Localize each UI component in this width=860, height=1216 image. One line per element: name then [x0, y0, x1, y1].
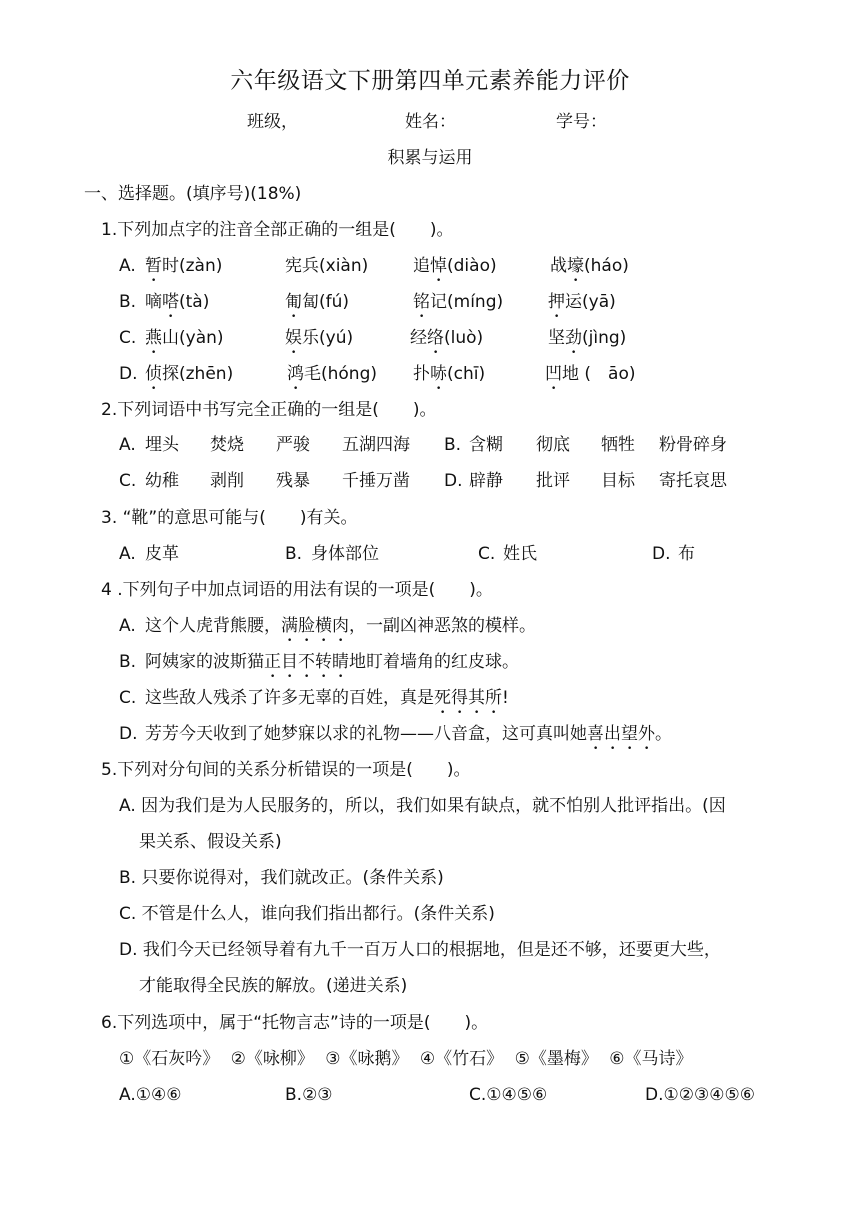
word: 目标 [601, 471, 635, 491]
word: 残暴 [276, 471, 310, 491]
option-letter: A. [119, 616, 136, 636]
option-sentence: 阿姨家的波斯猫正目不转睛地盯着墙角的红皮球。 [145, 652, 519, 672]
option-letter: C. [478, 544, 496, 564]
word: 幼稚 [145, 471, 179, 491]
word: 批评 [536, 471, 570, 491]
option-item: 扑哧(chī) [413, 364, 486, 384]
option-item: 铭记(míng) [413, 292, 504, 312]
option-letter: C. [119, 688, 137, 708]
option-letter: B. [444, 435, 462, 455]
option-letter: C. [119, 328, 137, 348]
student-id-label: 学号： [556, 112, 607, 132]
option-sentence: 芳芳今天收到了她梦寐以求的礼物——八音盒，这可真叫她喜出望外。 [145, 724, 672, 744]
option-item: 匍匐(fú) [285, 292, 350, 312]
option-item: 宪兵(xiàn) [285, 256, 369, 276]
option-sentence: 这个人虎背熊腰，满脸横肉，一副凶神恶煞的模样。 [145, 616, 536, 636]
option-letter: D. [652, 544, 671, 564]
option-a-line-1: A. 因为我们是为人民服务的，所以，我们如果有缺点，就不怕别人批评指出。(因 [119, 796, 726, 816]
option-letter: D. [119, 364, 138, 384]
option-item: 娱乐(yú) [285, 328, 354, 348]
option-b: B.②③ [285, 1085, 333, 1105]
option-letter: D. [119, 724, 138, 744]
option-d-line-2: 才能取得全民族的解放。(递进关系) [139, 976, 408, 996]
option-item: 追悼(diào) [413, 256, 497, 276]
option-item: 凹地 ( āo) [545, 364, 636, 384]
option-item: 押运(yā) [548, 292, 616, 312]
option-letter: D. [444, 471, 463, 491]
option-letter: A. [119, 256, 136, 276]
option-letter: A. [119, 435, 136, 455]
option-text: 布 [678, 544, 695, 564]
question-1-stem: 1.下列加点字的注音全部正确的一组是( )。 [101, 220, 454, 240]
option-c: C.①④⑤⑥ [469, 1085, 548, 1105]
word: 粉骨碎身 [659, 435, 727, 455]
option-d-line-1: D. 我们今天已经领导着有九千一百万人口的根据地，但是还不够，还要更大些， [119, 940, 721, 960]
word: 彻底 [536, 435, 570, 455]
option-letter: B. [119, 652, 137, 672]
question-3-stem: 3. “靴”的意思可能与( )有关。 [101, 508, 358, 528]
class-label: 班级， [247, 112, 298, 132]
question-5-stem: 5.下列对分句间的关系分析错误的一项是( )。 [101, 760, 471, 780]
option-text: 姓氏 [503, 544, 537, 564]
option-letter: B. [119, 292, 137, 312]
option-item: 坚劲(jìng) [548, 328, 627, 348]
word: 辟静 [469, 471, 503, 491]
section-subtitle: 积累与运用 [387, 148, 473, 168]
option-item: 侦探(zhēn) [145, 364, 234, 384]
word: 牺牲 [601, 435, 635, 455]
option-item: 战壕(háo) [550, 256, 629, 276]
option-b: B. 只要你说得对，我们就改正。(条件关系) [119, 868, 444, 888]
option-item: 经络(luò) [410, 328, 484, 348]
word: 含糊 [469, 435, 503, 455]
option-a-line-2: 果关系、假设关系) [139, 832, 282, 852]
question-4-stem: 4 .下列句子中加点词语的用法有误的一项是( )。 [101, 580, 493, 600]
option-item: 鸿毛(hóng) [287, 364, 378, 384]
option-c: C. 不管是什么人，谁向我们指出都行。(条件关系) [119, 904, 495, 924]
option-a: A.①④⑥ [119, 1085, 182, 1105]
option-text: 皮革 [145, 544, 179, 564]
option-letter: A. [119, 544, 136, 564]
word: 焚烧 [210, 435, 244, 455]
option-item: 暂时(zàn) [145, 256, 223, 276]
word: 严骏 [276, 435, 310, 455]
name-label: 姓名： [405, 112, 456, 132]
option-item: 燕山(yàn) [145, 328, 224, 348]
poem-list: ①《石灰吟》 ②《咏柳》 ③《咏鹅》 ④《竹石》 ⑤《墨梅》 ⑥《马诗》 [119, 1049, 693, 1069]
section-heading: 一、选择题。(填序号)(18%) [84, 184, 302, 204]
word: 剥削 [210, 471, 244, 491]
option-item: 嘀嗒(tà) [145, 292, 210, 312]
word: 五湖四海 [342, 435, 410, 455]
option-d: D.①②③④⑤⑥ [645, 1085, 755, 1105]
word: 寄托哀思 [659, 471, 727, 491]
word: 千捶万凿 [342, 471, 410, 491]
page-title: 六年级语文下册第四单元素养能力评价 [230, 68, 630, 94]
option-letter: C. [119, 471, 137, 491]
question-2-stem: 2.下列词语中书写完全正确的一组是( )。 [101, 400, 437, 420]
option-letter: B. [285, 544, 303, 564]
option-sentence: 这些敌人残杀了许多无辜的百姓，真是死得其所! [145, 688, 509, 708]
word: 埋头 [145, 435, 179, 455]
question-6-stem: 6.下列选项中，属于“托物言志”诗的一项是( )。 [101, 1013, 489, 1033]
option-text: 身体部位 [311, 544, 379, 564]
